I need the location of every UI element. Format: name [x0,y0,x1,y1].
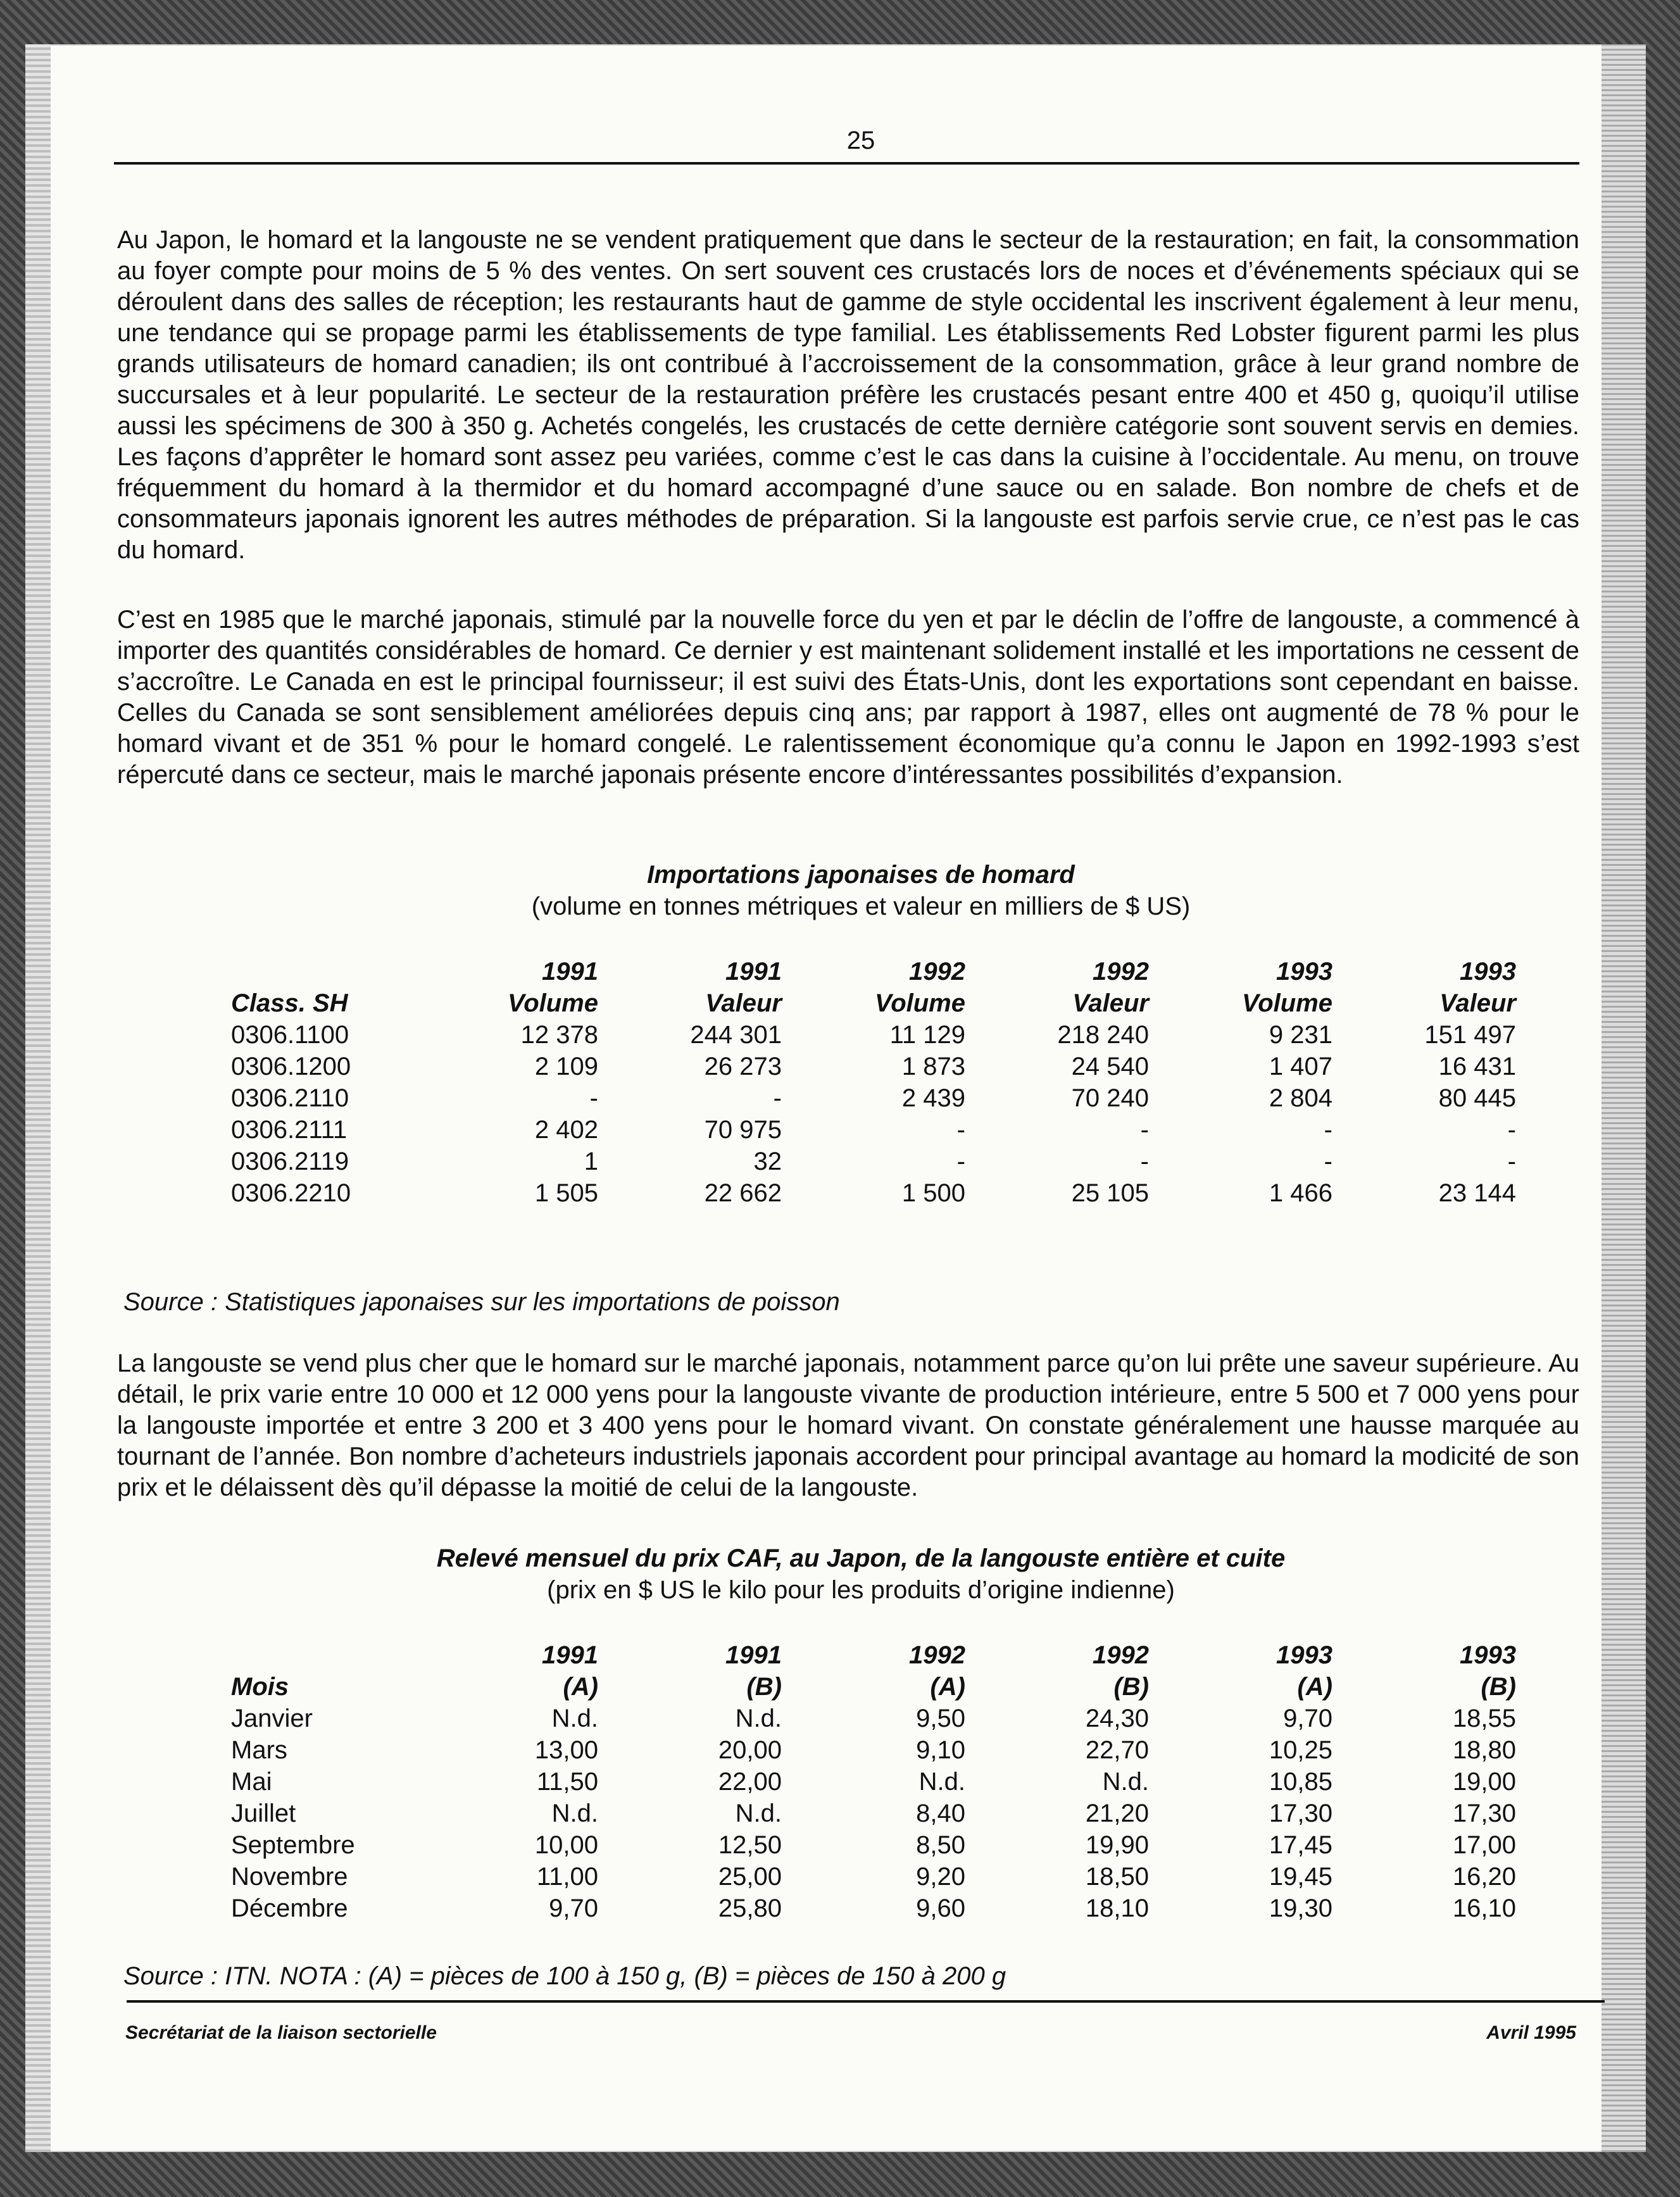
table-cell: 2 402 [534,1116,598,1144]
column-year: 1992 [909,1641,965,1669]
table-cell: 17,30 [1269,1800,1332,1827]
table-cell: - [589,1084,598,1112]
document-page [25,44,1646,2152]
table-cell: 9,70 [549,1894,598,1922]
page-binding-left [25,44,51,2152]
table-cell: N.d. [551,1705,598,1732]
table1-source: Source : Statistiques japonaises sur les importations de poisson [123,1288,840,1316]
table-cell: 12 378 [520,1021,598,1049]
table-header-years [231,956,1516,987]
lobster-imports-table [231,956,1516,1209]
table-cell: 10,25 [1269,1736,1332,1764]
table-row [231,1114,1516,1146]
table-cell: 32 [753,1148,782,1175]
table-cell: - [1507,1148,1516,1175]
table-cell: N.d. [918,1768,965,1796]
column-year: 1993 [1460,1641,1516,1669]
column-year: 1991 [542,958,598,986]
table-cell: 25,00 [718,1863,782,1891]
table-cell: 11,50 [536,1768,598,1796]
table-cell: N.d. [735,1800,782,1827]
table-cell: - [1507,1116,1516,1144]
table-cell: 16,20 [1452,1863,1516,1891]
column-year: 1991 [725,958,782,986]
table-cell: 18,55 [1452,1705,1516,1732]
column-kind: (A) [1297,1673,1332,1701]
column-kind: Volume [508,989,598,1017]
row-label-cell: 0306.2210 [231,1179,351,1207]
table-cell: N.d. [1102,1768,1149,1796]
table-cell: 80 445 [1438,1084,1516,1112]
table-cell: 19,45 [1269,1863,1332,1891]
table-cell: 18,50 [1085,1863,1149,1891]
column-year: 1993 [1276,1641,1332,1669]
table-cell: 19,30 [1269,1894,1332,1922]
table-row [231,1177,1516,1209]
table2-source: Source : ITN. NOTA : (A) = pièces de 100 à 150 g, (B) = pièces de 150 à 200 g [123,1962,1006,1990]
table2-title: Relevé mensuel du prix CAF, au Japon, de la langouste entière et cuite [436,1544,1286,1572]
column-kind: Valeur [1072,989,1149,1017]
table-cell: 9,20 [916,1863,965,1891]
table-cell: 24 540 [1071,1053,1149,1080]
column-kind: Volume [1242,989,1332,1017]
column-year: 1992 [1093,958,1149,986]
row-label-cell: Septembre [231,1831,355,1859]
table-cell: 1 [584,1148,598,1175]
table-cell: 9,70 [1283,1705,1332,1732]
table-row [231,1766,1516,1798]
paragraph-2: C’est en 1985 que le marché japonais, stimulé par la nouvelle force du yen et par le déclin de l’offre de langouste, a commencé à importer des quantités considérables de homard. Ce dernier y est maintenant solidement installé et les importations ne cessent de s’accroître. Le Canada en est le principal fournisseur; il est suivi des États-Unis, dont les exportations sont cependant en baisse. Celles du Canada se sont sensiblement améliorées depuis cinq ans; par rapport à 1987, elles ont augmenté de 78 % pour le homard vivant et de 351 % pour le homard congelé. Le ralentissement économique qu’a connu le Japon en 1992-1993 s’est répercuté dans ce secteur, mais le marché japonais présente encore d’intéressantes possibilités d’expansion. [117,606,1579,789]
table-cell: 151 497 [1424,1021,1516,1049]
table-row [231,1734,1516,1766]
table-cell: 16,10 [1452,1894,1516,1922]
table-cell: 2 109 [534,1053,598,1080]
table-header-years [231,1639,1516,1671]
row-label-cell: Mai [231,1768,272,1796]
table-header-kinds [231,1671,1516,1703]
table-cell: 25,80 [718,1894,782,1922]
table-cell: 19,00 [1452,1768,1516,1796]
table1-subtitle: (volume en tonnes métriques et valeur en milliers de $ US) [531,892,1191,920]
table-row [231,1146,1516,1177]
paragraph-3: La langouste se vend plus cher que le homard sur le marché japonais, notamment parce qu’on lui prête une saveur supérieure. Au détail, le prix varie entre 10 000 et 12 000 yens pour la langouste vivante de production intérieure, entre 5 500 et 7 000 yens pour la langouste importée et entre 3 200 et 3 400 yens pour le homard vivant. On constate généralement une hausse marquée au tournant de l’année. Bon nombre d’acheteurs industriels japonais accordent pour principal avantage au homard la modicité de son prix et le délaissent dès qu’il dépasse la moitié de celui de la langouste. [117,1349,1579,1501]
table-cell: 22,70 [1085,1736,1149,1764]
table1-title: Importations japonaises de homard [647,861,1075,889]
table-cell: 8,40 [916,1800,965,1827]
table-cell: - [1140,1148,1149,1175]
row-label-cell: Mars [231,1736,287,1764]
table-cell: 1 500 [901,1179,965,1207]
table-cell: 17,00 [1452,1831,1516,1859]
table-cell: 22 662 [704,1179,782,1207]
table-row [231,1798,1516,1829]
table-cell: 9 231 [1269,1021,1332,1049]
table-cell: - [773,1084,782,1112]
footer-rule [127,2000,1605,2003]
row-label-cell: Janvier [231,1705,313,1732]
column-kind: Valeur [1439,989,1516,1017]
row-label-cell: 0306.2111 [231,1116,348,1144]
table-cell: 20,00 [718,1736,782,1764]
column-month: Mois [231,1673,289,1701]
page-number: 25 [846,127,875,154]
table-cell: 70 975 [704,1116,782,1144]
table-cell: 19,90 [1085,1831,1149,1859]
row-label-cell: 0306.1200 [231,1053,351,1080]
table-row [231,1082,1516,1114]
column-kind: (A) [563,1673,598,1701]
table-row [231,1893,1516,1924]
table-header-kinds [231,987,1516,1019]
table-row [231,1829,1516,1861]
langouste-price-table [231,1639,1516,1924]
table-cell: 1 466 [1269,1179,1332,1207]
table-cell: 24,30 [1085,1705,1149,1732]
table-cell: 18,10 [1085,1894,1149,1922]
column-year: 1993 [1276,958,1332,986]
table-cell: - [1324,1116,1332,1144]
table-cell: 13,00 [534,1736,598,1764]
column-year: 1991 [725,1641,782,1669]
table-cell: - [956,1148,965,1175]
table-row [231,1051,1516,1082]
column-kind: Volume [875,989,965,1017]
paragraph-1: Au Japon, le homard et la langouste ne se vendent pratiquement que dans le secteur de la restauration; en fait, la consommation au foyer compte pour moins de 5 % des ventes. On sert souvent ces crustacés lors de noces et d’événements spéciaux qui se déroulent dans des salles de réception; les restaurants haut de gamme de style occidental les inscrivent également à leur menu, une tendance qui se propage parmi les établissements de type familial. Les établissements Red Lobster figurent parmi les plus grands utilisateurs de homard canadien; ils ont contribué à l’accroissement de la consommation, grâce à leur grand nombre de succursales et à leur popularité. Le secteur de la restauration préfère les crustacés pesant entre 400 et 450 g, quoiqu’il utilise aussi les spécimens de 300 à 350 g. Achetés congelés, les crustacés de cette dernière catégorie sont souvent servis en demies. Les façons d’apprêter le homard sont assez peu variées, comme c’est le cas dans la cuisine à l’occidentale. Au menu, on trouve fréquemment du homard à la thermidor et du homard accompagné d’une sauce ou en salade. Bon nombre de chefs et de consommateurs japonais ignorent les autres méthodes de préparation. Si la langouste est parfois servie crue, ce n’est pas le cas du homard. [117,226,1579,564]
row-label-cell: Décembre [231,1894,348,1922]
table-cell: 9,60 [916,1894,965,1922]
table-cell: 21,20 [1085,1800,1149,1827]
column-year: 1991 [542,1641,598,1669]
table-cell: - [1140,1116,1149,1144]
table-cell: 16 431 [1438,1053,1516,1080]
table-cell: 10,85 [1269,1768,1332,1796]
row-label-cell: 0306.2119 [231,1148,349,1175]
table-cell: 25 105 [1071,1179,1149,1207]
table-cell: 11 129 [889,1021,965,1049]
table-cell: 2 439 [901,1084,965,1112]
column-year: 1993 [1460,958,1516,986]
row-label-cell: Novembre [231,1863,348,1891]
footer-right: Avril 1995 [1486,2022,1576,2043]
table-cell: 2 804 [1269,1084,1332,1112]
table-cell: 23 144 [1438,1179,1516,1207]
row-label-cell: 0306.2110 [231,1084,349,1112]
column-kind: (B) [1113,1673,1149,1701]
table-cell: 9,50 [916,1705,965,1732]
row-label-cell: 0306.1100 [231,1021,349,1049]
table-cell: 17,30 [1452,1800,1516,1827]
table-cell: 1 873 [901,1053,965,1080]
column-year: 1992 [1093,1641,1149,1669]
table-row [231,1703,1516,1734]
row-label-cell: Juillet [231,1800,296,1827]
table-cell: 26 273 [704,1053,782,1080]
column-class: Class. SH [231,989,348,1017]
column-kind: (B) [746,1673,782,1701]
table-cell: 8,50 [916,1831,965,1859]
header-rule [114,162,1579,165]
table-cell: 1 407 [1269,1053,1332,1080]
table-cell: - [1324,1148,1332,1175]
column-kind: Valeur [705,989,782,1017]
table-row [231,1861,1516,1893]
table-cell: 18,80 [1452,1736,1516,1764]
table-cell: 218 240 [1057,1021,1149,1049]
table-cell: 70 240 [1071,1084,1149,1112]
table-cell: 11,00 [536,1863,598,1891]
table2-subtitle: (prix en $ US le kilo pour les produits d’origine indienne) [547,1576,1175,1604]
page-binding-right [1602,44,1646,2152]
column-kind: (B) [1481,1673,1516,1701]
column-year: 1992 [909,958,965,986]
table-cell: 17,45 [1269,1831,1332,1859]
table-cell: 244 301 [690,1021,782,1049]
table-cell: N.d. [735,1705,782,1732]
table-row [231,1019,1516,1051]
table-cell: 10,00 [534,1831,598,1859]
footer-left: Secrétariat de la liaison sectorielle [125,2022,437,2043]
table-cell: 12,50 [718,1831,782,1859]
table-cell: 1 505 [534,1179,598,1207]
column-kind: (A) [930,1673,965,1701]
table-cell: 9,10 [916,1736,965,1764]
table-cell: N.d. [551,1800,598,1827]
table-cell: - [956,1116,965,1144]
table-cell: 22,00 [718,1768,782,1796]
